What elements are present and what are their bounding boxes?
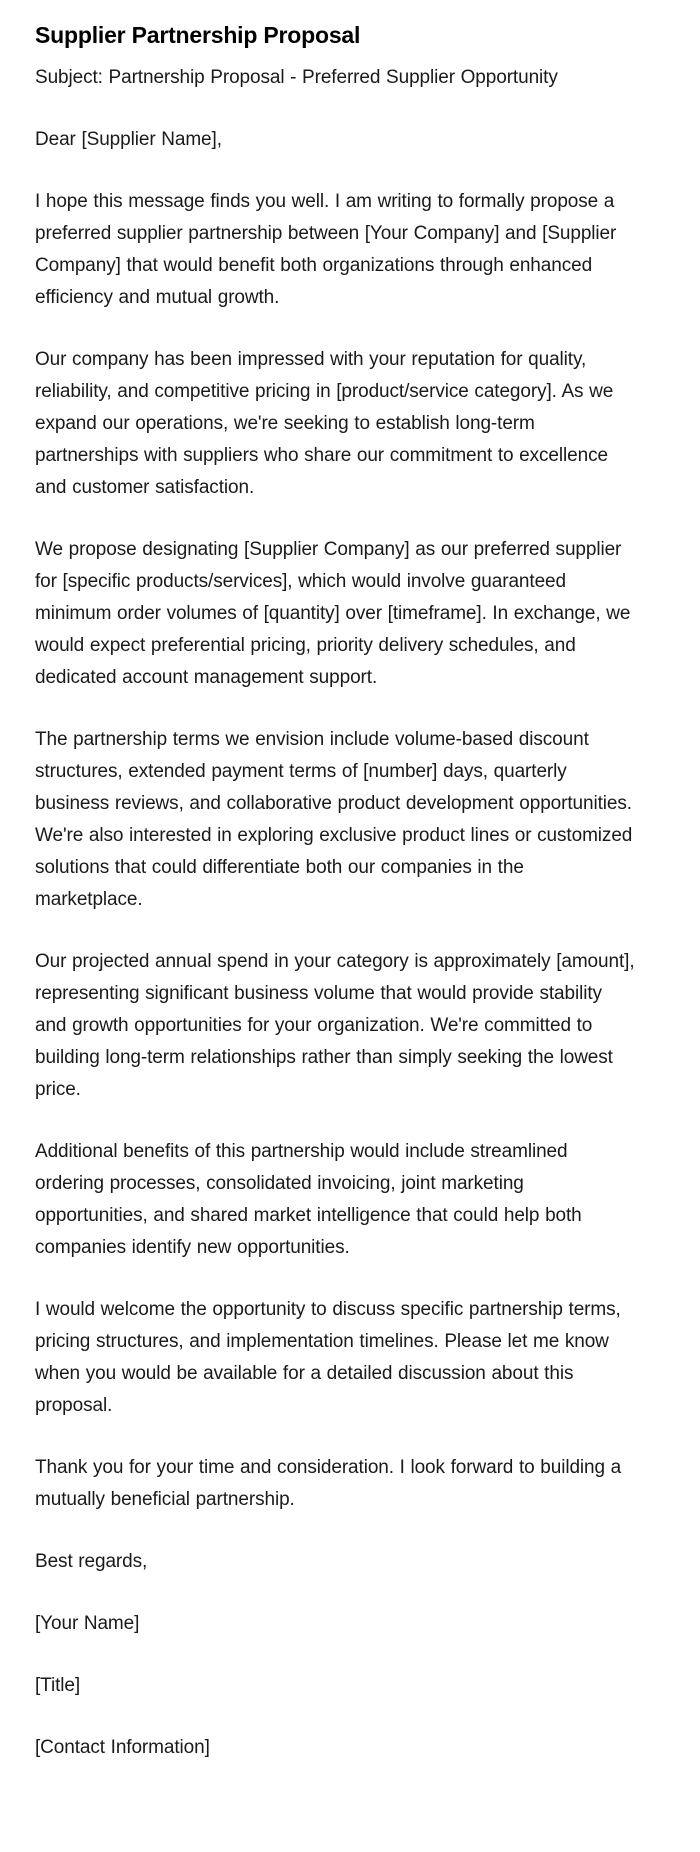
paragraph-12: [Your Name] <box>35 1613 140 1634</box>
paragraph-1: Subject: Partnership Proposal - Preferred Supplier Opportunity <box>35 67 558 88</box>
paragraph-6: The partnership terms we envision include volume-based discount structures, extended payment terms of [number] days, quarterly business reviews, and collaborative product development opportunities. We're also interested in exploring exclusive product lines or customized solutions that could differentiate both our companies in the marketplace. <box>35 729 633 910</box>
paragraph-11: Best regards, <box>35 1551 148 1572</box>
paragraph-2: Dear [Supplier Name], <box>35 129 222 150</box>
paragraph-7: Our projected annual spend in your category is approximately [amount], representing significant business volume that would provide stability and growth opportunities for your organization. We're committed to building long-term relationships rather than simply seeking the lowest price. <box>35 951 635 1100</box>
paragraph-13: [Title] <box>35 1675 81 1696</box>
paragraph-5: We propose designating [Supplier Company] as our preferred supplier for [specific products/services], which would involve guaranteed minimum order volumes of [quantity] over [timeframe]. In exchange, we would expect preferential pricing, priority delivery schedules, and dedicated account management support. <box>35 539 631 688</box>
document-title: Supplier Partnership Proposal <box>35 22 361 48</box>
paragraph-10: Thank you for your time and consideration. I look forward to building a mutually beneficial partnership. <box>35 1457 622 1510</box>
paragraph-3: I hope this message finds you well. I am writing to formally propose a preferred supplier partnership between [Your Company] and [Supplier Company] that would benefit both organizations through enhanced efficiency and mutual growth. <box>35 191 617 308</box>
paragraph-8: Additional benefits of this partnership would include streamlined ordering processes, consolidated invoicing, joint marketing opportunities, and shared market intelligence that could help both companies identify new opportunities. <box>35 1141 582 1258</box>
paragraph-9: I would welcome the opportunity to discuss specific partnership terms, pricing structures, and implementation timelines. Please let me know when you would be available for a detailed discussion about this proposal. <box>35 1299 621 1416</box>
paragraph-4: Our company has been impressed with your reputation for quality, reliability, and competitive pricing in [product/service category]. As we expand our operations, we're seeking to establish long-term partnerships with suppliers who share our commitment to excellence and customer satisfaction. <box>35 349 614 498</box>
document-body <box>35 62 635 1764</box>
paragraph-14: [Contact Information] <box>35 1737 210 1758</box>
